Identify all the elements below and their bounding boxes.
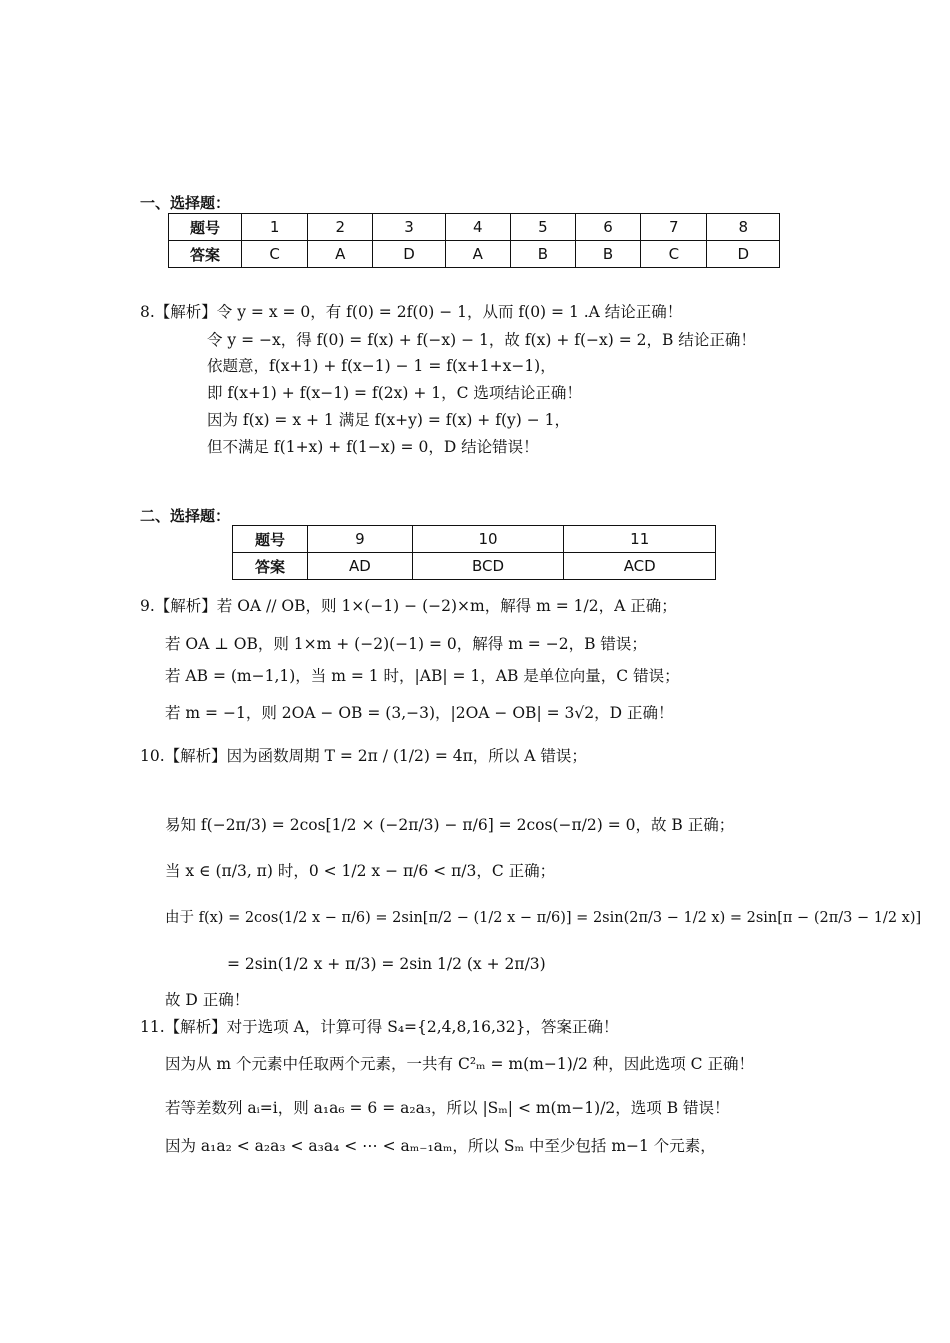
table-cell: 7 [641,214,707,241]
table-cell: ACD [564,553,716,580]
table-cell: 4 [445,214,510,241]
q8-line: 但不满足 f(1+x) + f(1−x) = 0，D 结论错误！ [207,438,539,456]
table-cell: D [373,241,446,268]
table-cell: 2 [308,214,373,241]
q10-line: = 2sin(1/2 x + π/3) = 2sin 1/2 (x + 2π/3) [227,955,546,973]
table-row [233,553,716,580]
q11-line: 若等差数列 aᵢ=i，则 a₁a₆ = 6 = a₂a₃，所以 |Sₘ| < m(m−1)/2，选项 B 错误！ [165,1099,730,1117]
table-row [169,214,780,241]
q10-line: 故 D 正确！ [165,991,250,1009]
table-cell: 11 [564,526,716,553]
table-row [233,526,716,553]
table-cell: C [641,241,707,268]
table-cell: A [308,241,373,268]
q8-line: 因为 f(x) = x + 1 满足 f(x+y) = f(x) + f(y) − 1， [207,411,571,429]
q8-line: 依题意，f(x+1) + f(x−1) − 1 = f(x+1+x−1)， [207,357,556,375]
table-cell: 9 [308,526,413,553]
table-cell: 5 [510,214,575,241]
table-cell: A [445,241,510,268]
table-row [169,241,780,268]
q8-line: 即 f(x+1) + f(x−1) = f(2x) + 1，C 选项结论正确！ [207,384,582,402]
q9-line: 若 OA ⊥ OB，则 1×m + (−2)(−1) = 0，解得 m = −2，B 错误； [165,635,647,653]
q11-line: 因为从 m 个元素中任取两个元素，一共有 C²ₘ = m(m−1)/2 种，因此选项 C 正确！ [165,1055,754,1073]
table-cell: BCD [412,553,564,580]
q11-line: 因为 a₁a₂ < a₂a₃ < a₃a₄ < ⋯ < aₘ₋₁aₘ，所以 Sₘ 中至少包括 m−1 个元素， [165,1137,716,1155]
table-cell: 10 [412,526,564,553]
q10-line: 易知 f(−2π/3) = 2cos[1/2 × (−2π/3) − π/6] = 2cos(−π/2) = 0，故 B 正确； [165,816,735,834]
q9-line: 若 m = −1，则 2OA − OB = (3,−3)，|2OA − OB| = 3√2，D 正确！ [165,704,674,722]
table-cell: 1 [242,214,308,241]
table-cell: B [575,241,640,268]
section1-title: 一、选择题： [140,194,231,212]
table-cell: B [510,241,575,268]
table-cell: 8 [707,214,780,241]
table-cell: 3 [373,214,446,241]
table-cell: 题号 [169,214,242,241]
table-cell: D [707,241,780,268]
q9-line: 若 AB = (m−1,1)，当 m = 1 时，|AB| = 1，AB 是单位向量，C 错误； [165,667,680,685]
section1-answer-table [168,213,780,268]
section2-title: 二、选择题： [140,507,231,525]
q8-line: 8.【解析】令 y = x = 0，有 f(0) = 2f(0) − 1，从而 f(0) = 1 .A 结论正确！ [140,303,683,321]
q10-line: 10.【解析】因为函数周期 T = 2π / (1/2) = 4π，所以 A 错误； [140,747,587,765]
section2-answer-table [232,525,716,580]
q10-line: 由于 f(x) = 2cos(1/2 x − π/6) = 2sin[π/2 − (1/2 x − π/6)] = 2sin(2π/3 − 1/2 x) = 2sin[π − (2π/3 − 1/2 x)] [165,910,922,926]
q10-line: 当 x ∈ (π/3, π) 时，0 < 1/2 x − π/6 < π/3，C 正确； [165,862,556,880]
q9-line: 9.【解析】若 OA // OB，则 1×(−1) − (−2)×m，解得 m = 1/2，A 正确； [140,597,677,615]
q8-line: 令 y = −x，得 f(0) = f(x) + f(−x) − 1，故 f(x) + f(−x) = 2，B 结论正确！ [207,331,756,349]
table-cell: 6 [575,214,640,241]
table-cell: 答案 [233,553,308,580]
q11-line: 11.【解析】对于选项 A，计算可得 S₄={2,4,8,16,32}，答案正确！ [140,1018,619,1036]
table-cell: 题号 [233,526,308,553]
table-cell: 答案 [169,241,242,268]
table-cell: C [242,241,308,268]
table-cell: AD [308,553,413,580]
